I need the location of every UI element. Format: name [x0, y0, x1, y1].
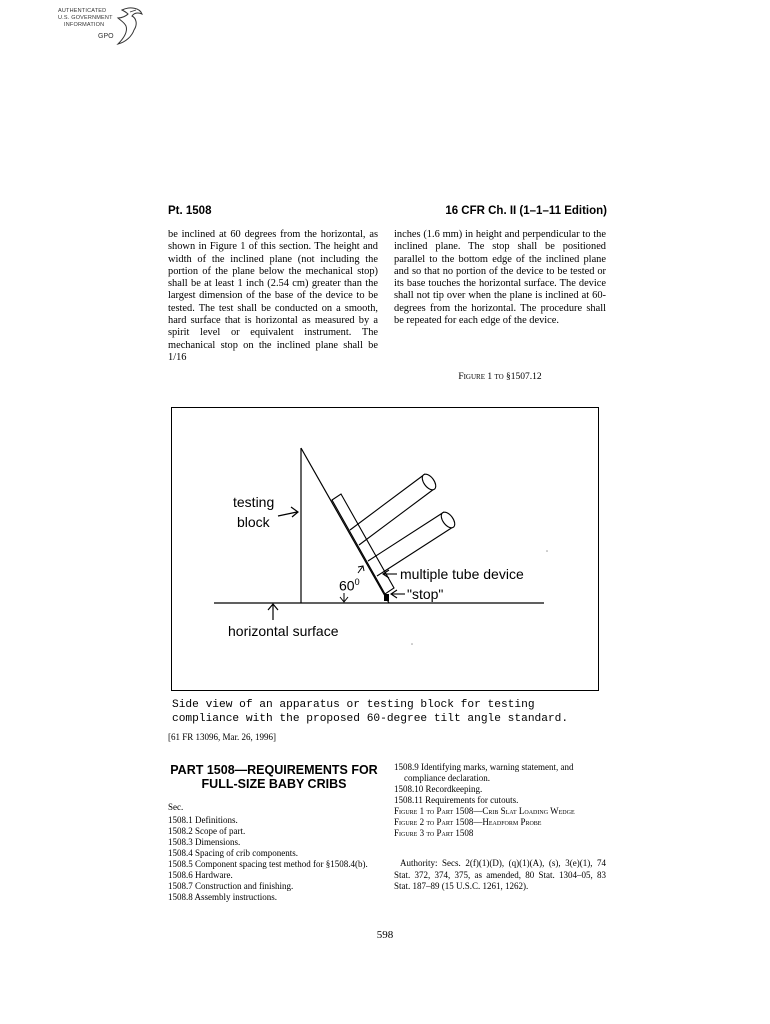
- toc-item: Figure 1 to Part 1508—Crib Slat Loading Wedge: [394, 806, 575, 816]
- eagle-icon: [116, 6, 144, 48]
- figure-drawing: [172, 408, 600, 692]
- toc-item: Figure 2 to Part 1508—Headform Probe: [394, 817, 542, 827]
- figure-label: Figure 1 to §1507.12: [458, 372, 542, 382]
- mechanical-stop: [384, 594, 389, 601]
- sec-label: Sec.: [168, 802, 184, 812]
- toc-item: 1508.4 Spacing of crib components.: [168, 848, 298, 858]
- label-testing: testing: [233, 494, 275, 510]
- caption-line: Side view of an apparatus or testing block for testing: [172, 699, 535, 711]
- label-stop: "stop": [407, 586, 444, 602]
- section-list-right: [394, 762, 606, 839]
- toc-item: 1508.5 Component spacing test method for §1508.4(b).: [168, 859, 368, 869]
- toc-item: 1508.1 Definitions.: [168, 815, 238, 825]
- toc-item: 1508.8 Assembly instructions.: [168, 892, 278, 902]
- toc-item: 1508.7 Construction and finishing.: [168, 881, 294, 891]
- figure-tilt-test-apparatus: [171, 407, 599, 691]
- caption-line: compliance with the proposed 60-degree tilt angle standard.: [172, 713, 569, 725]
- running-head-right: 16 CFR Ch. II (1–1–11 Edition): [445, 205, 607, 217]
- label-degree: 0: [354, 577, 360, 587]
- toc-item: 1508.10 Recordkeeping.: [394, 784, 483, 794]
- toc-item: 1508.11 Requirements for cutouts.: [394, 795, 519, 805]
- stamp-gpo-mark: GPO: [98, 33, 114, 40]
- stamp-line: U.S. GOVERNMENT: [58, 15, 113, 21]
- stamp-line: AUTHENTICATED: [58, 8, 107, 14]
- toc-item: 1508.9 Identifying marks, warning statement, and compliance declaration.: [394, 762, 574, 783]
- toc-item: 1508.6 Hardware.: [168, 870, 233, 880]
- authority-note: Authority: Secs. 2(f)(1)(D), (q)(1)(A), (s), 3(e)(1), 74 Stat. 372, 374, 375, as amended, 80 Stat. 1304–05, 83 Stat. 187–89 (15 U.S.C. 1261, 1262).: [394, 858, 606, 891]
- body-text-right-column: inches (1.6 mm) in height and perpendicular to the inclined plane. The stop shall be positioned parallel to the bottom edge of the inclined plane and so that no portion of the device to be tested or its base touches the horizontal surface. The device shall not tip over when the plane is inclined at 60-degrees from the horizontal. The procedure shall be repeated for each edge of the device.: [394, 229, 606, 327]
- label-horizontal-surface: horizontal surface: [228, 623, 339, 639]
- running-head-left: Pt. 1508: [168, 205, 212, 217]
- section-list-left: [168, 802, 380, 903]
- toc-item: 1508.2 Scope of part.: [168, 826, 246, 836]
- figure-caption: [172, 698, 602, 726]
- label-block: block: [237, 514, 270, 530]
- label-multiple-tube-device: multiple tube device: [400, 566, 524, 582]
- federal-register-citation: [61 FR 13096, Mar. 26, 1996]: [168, 732, 276, 742]
- body-text-left-column: be inclined at 60 degrees from the horizontal, as shown in Figure 1 of this section. The height and width of the inclined plane (not including the portion of the plane below the mechanical stop) shall be at least 1 inch (2.54 cm) greater than the largest dimension of the base of the device to be tested. The test shall be conducted on a smooth, hard surface that is horizontal as measured by a spirit level or equivalent instrument. The mechanical stop on the inclined plane shall be 1/16: [168, 229, 378, 363]
- stamp-line: INFORMATION: [64, 22, 105, 28]
- toc-item: Figure 3 to Part 1508: [394, 828, 474, 838]
- part-title: PART 1508—REQUIREMENTS FOR FULL-SIZE BABY CRIBS: [170, 763, 378, 791]
- page-number: 598: [376, 929, 394, 941]
- toc-item: 1508.3 Dimensions.: [168, 837, 241, 847]
- tube-lower: [439, 510, 458, 530]
- gpo-authentication-stamp: [58, 6, 148, 48]
- label-angle: $60^0$: [339, 577, 360, 594]
- tube-upper: [420, 472, 439, 492]
